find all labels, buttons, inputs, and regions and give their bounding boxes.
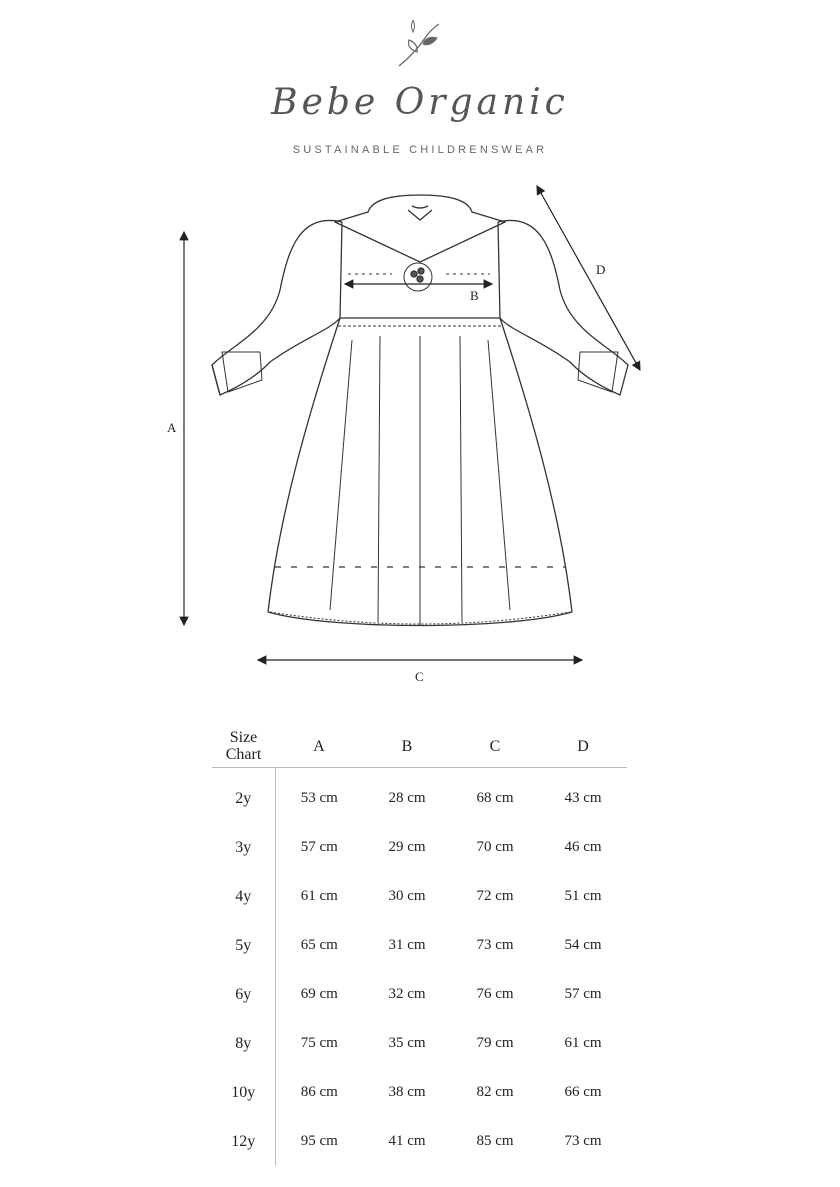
value-cell: 29 cm <box>388 839 426 855</box>
brand-name: Bebe Organic <box>271 82 569 123</box>
brand-tagline: SUSTAINABLE CHILDRENSWEAR <box>292 144 548 156</box>
dimension-a-label: A <box>167 420 177 435</box>
column-header-c: C <box>489 737 501 755</box>
size-chart-corner-label <box>212 725 275 768</box>
table-row <box>212 1068 627 1117</box>
dress-measurement-diagram <box>0 170 840 700</box>
table-row <box>212 1019 627 1068</box>
size-cell: 2y <box>212 768 275 824</box>
value-cell: 46 cm <box>564 839 602 855</box>
table-row <box>212 872 627 921</box>
value-cell: 95 cm <box>300 1133 338 1149</box>
value-cell: 70 cm <box>476 839 514 855</box>
value-cell: 57 cm <box>300 839 338 855</box>
dimension-d-line <box>537 186 640 370</box>
value-cell: 73 cm <box>476 937 514 953</box>
value-cell: 79 cm <box>476 1035 514 1051</box>
value-cell: 72 cm <box>476 888 514 904</box>
value-cell: 82 cm <box>476 1084 514 1100</box>
leaf-sprig-icon <box>395 20 445 70</box>
table-row <box>212 970 627 1019</box>
value-cell: 85 cm <box>476 1133 514 1149</box>
value-cell: 38 cm <box>388 1084 426 1100</box>
value-cell: 65 cm <box>300 937 338 953</box>
dimension-d-label: D <box>596 262 606 277</box>
value-cell: 28 cm <box>388 790 426 806</box>
size-cell: 12y <box>212 1117 275 1166</box>
value-cell: 69 cm <box>300 986 338 1002</box>
dimension-c-label: C <box>415 669 424 684</box>
value-cell: 61 cm <box>564 1035 602 1051</box>
table-row <box>212 921 627 970</box>
column-header-a: A <box>313 737 325 755</box>
size-chart-table <box>212 725 627 1166</box>
size-cell: 8y <box>212 1019 275 1068</box>
value-cell: 53 cm <box>300 790 338 806</box>
value-cell: 30 cm <box>388 888 426 904</box>
table-row <box>212 823 627 872</box>
value-cell: 66 cm <box>564 1084 602 1100</box>
column-header-d: D <box>577 737 589 755</box>
size-cell: 6y <box>212 970 275 1019</box>
corner-label-line2: Chart <box>225 746 262 763</box>
dimension-b-label: B <box>470 288 479 303</box>
size-cell: 10y <box>212 1068 275 1117</box>
value-cell: 31 cm <box>388 937 426 953</box>
value-cell: 54 cm <box>564 937 602 953</box>
size-cell: 5y <box>212 921 275 970</box>
column-header-b: B <box>401 737 413 755</box>
value-cell: 43 cm <box>564 790 602 806</box>
value-cell: 51 cm <box>564 888 602 904</box>
dress-illustration <box>212 195 628 626</box>
size-cell: 3y <box>212 823 275 872</box>
size-cell: 4y <box>212 872 275 921</box>
value-cell: 61 cm <box>300 888 338 904</box>
corner-label-line1: Size <box>229 729 258 746</box>
value-cell: 32 cm <box>388 986 426 1002</box>
size-chart-header-row <box>212 725 627 768</box>
table-row <box>212 1117 627 1166</box>
value-cell: 41 cm <box>388 1133 426 1149</box>
value-cell: 75 cm <box>300 1035 338 1051</box>
value-cell: 76 cm <box>476 986 514 1002</box>
value-cell: 57 cm <box>564 986 602 1002</box>
value-cell: 73 cm <box>564 1133 602 1149</box>
value-cell: 68 cm <box>476 790 514 806</box>
table-row <box>212 768 627 824</box>
value-cell: 86 cm <box>300 1084 338 1100</box>
value-cell: 35 cm <box>388 1035 426 1051</box>
